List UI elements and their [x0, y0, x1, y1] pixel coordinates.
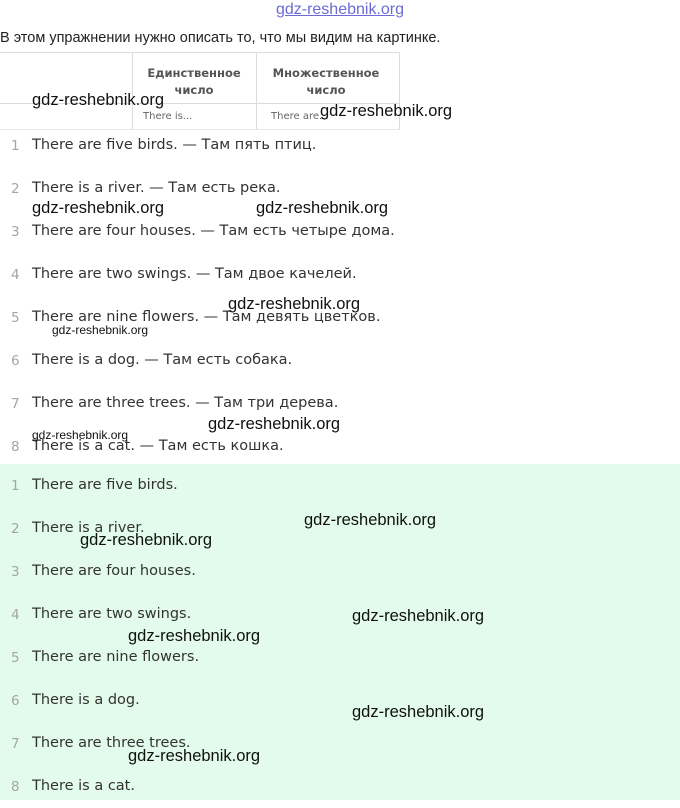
watermark: gdz-reshebnik.org — [352, 703, 485, 721]
item-text: There are four houses. — Там есть четыре дома. — [32, 223, 395, 239]
site-header-link[interactable]: gdz-reshebnik.org — [275, 1, 405, 18]
item-text: There are two swings. — [32, 606, 192, 622]
item-number: 1 — [11, 138, 20, 154]
item-text: There is a river. — [32, 520, 145, 536]
list-item — [0, 722, 680, 765]
list-item — [0, 253, 680, 296]
list-item — [0, 550, 680, 593]
item-number: 7 — [11, 396, 20, 412]
list-item — [0, 765, 680, 808]
item-number: 6 — [11, 353, 20, 369]
item-text: There are three trees. — Там три дерева. — [32, 395, 339, 411]
watermark: gdz-reshebnik.org — [32, 91, 165, 109]
item-number: 3 — [11, 564, 20, 580]
item-text: There are two swings. — Там двое качелей. — [32, 266, 357, 282]
table-cell-singular: There is... — [143, 111, 193, 122]
item-text: There are nine flowers. — Там девять цветков. — [32, 309, 381, 325]
watermark: gdz-reshebnik.org — [52, 323, 149, 337]
watermark: gdz-reshebnik.org — [128, 747, 261, 765]
intro-text: В этом упражнении нужно описать то, что мы видим на картинке. — [0, 30, 441, 46]
watermark: gdz-reshebnik.org — [80, 531, 213, 549]
item-number: 8 — [11, 439, 20, 455]
item-text: There are five birds. — Там пять птиц. — [32, 137, 317, 153]
item-number: 4 — [11, 267, 20, 283]
watermark: gdz-reshebnik.org — [32, 428, 129, 442]
item-text: There are four houses. — [32, 563, 196, 579]
item-text: There is a dog. — [32, 692, 140, 708]
item-number: 5 — [11, 650, 20, 666]
table-header-singular: Единственное число — [147, 66, 241, 97]
watermark: gdz-reshebnik.org — [352, 607, 485, 625]
watermark: gdz-reshebnik.org — [128, 627, 261, 645]
item-number: 1 — [11, 478, 20, 494]
item-number: 8 — [11, 779, 20, 795]
item-number: 2 — [11, 521, 20, 537]
watermark: gdz-reshebnik.org — [256, 199, 389, 217]
item-text: There are nine flowers. — [32, 649, 200, 665]
table-header-plural: Множественное число — [272, 66, 380, 97]
list-item — [0, 124, 680, 167]
watermark: gdz-reshebnik.org — [32, 199, 165, 217]
item-number: 6 — [11, 693, 20, 709]
watermark: gdz-reshebnik.org — [208, 415, 341, 433]
item-number: 5 — [11, 310, 20, 326]
item-number: 3 — [11, 224, 20, 240]
item-text: There is a cat. — Там есть кошка. — [32, 438, 284, 454]
item-text: There is a river. — Там есть река. — [32, 180, 281, 196]
item-text: There are five birds. — [32, 477, 178, 493]
item-number: 7 — [11, 736, 20, 752]
item-number: 4 — [11, 607, 20, 623]
list-item — [0, 593, 680, 636]
table-cell-plural: There are... — [271, 111, 329, 122]
list-item — [0, 464, 680, 507]
list-item — [0, 679, 680, 722]
watermark: gdz-reshebnik.org — [320, 102, 453, 120]
table-divider — [256, 53, 257, 129]
item-number: 2 — [11, 181, 20, 197]
item-text: There is a cat. — [32, 778, 135, 794]
watermark: gdz-reshebnik.org — [228, 295, 361, 313]
item-text: There are three trees. — [32, 735, 191, 751]
list-item — [0, 339, 680, 382]
item-text: There is a dog. — Там есть собака. — [32, 352, 293, 368]
list-item — [0, 636, 680, 679]
watermark: gdz-reshebnik.org — [304, 511, 437, 529]
